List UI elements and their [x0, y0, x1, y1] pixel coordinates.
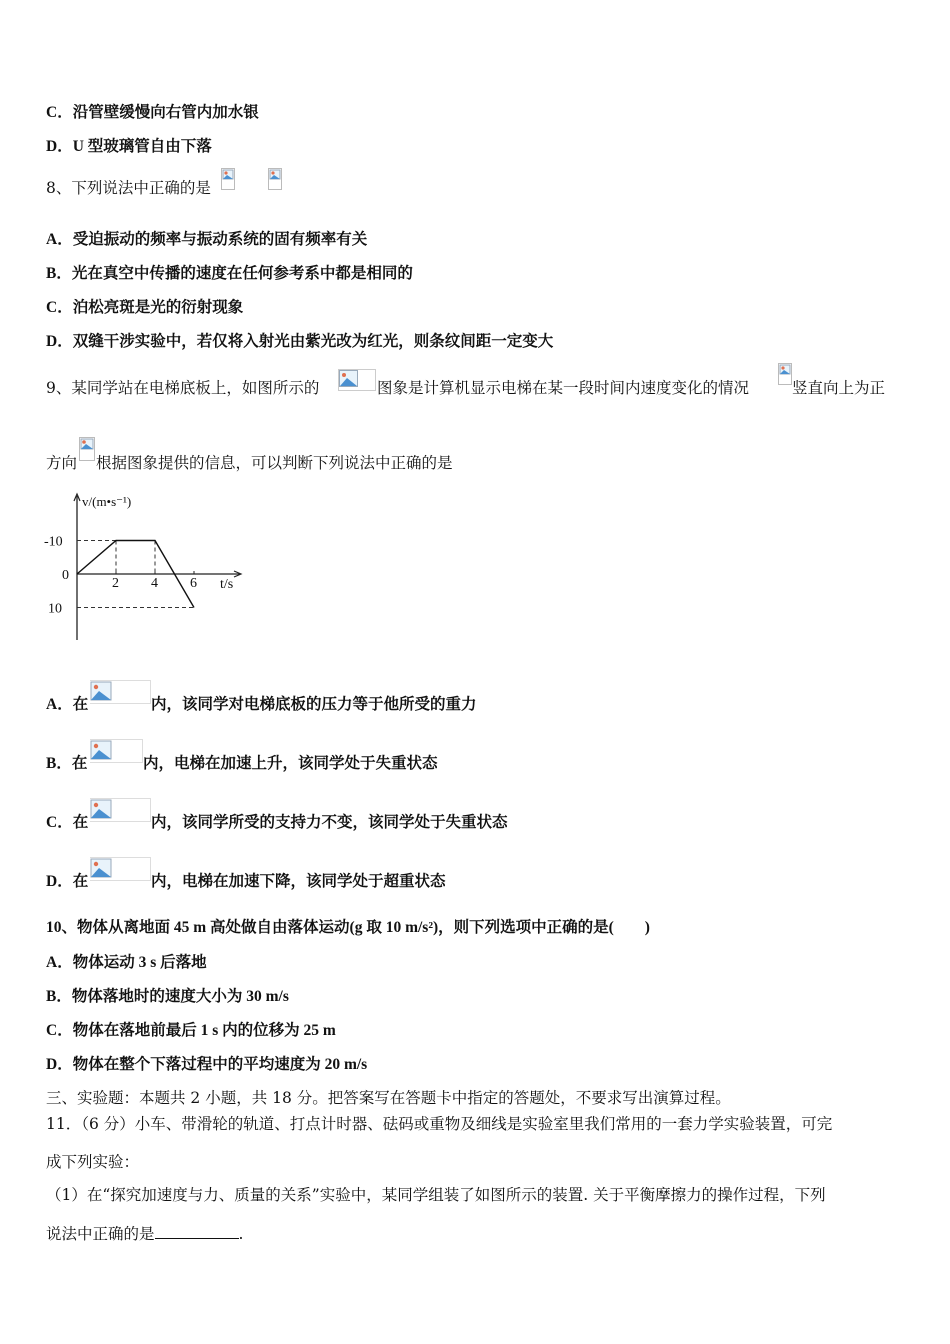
q8-option-b: [46, 263, 413, 284]
q11-line4: [46, 1222, 243, 1244]
option-label: A．: [46, 231, 73, 248]
q9-stem-line1b: [377, 378, 749, 398]
option-prefix: 在: [72, 814, 89, 831]
option-label: C．: [46, 104, 73, 121]
q8-stem: [46, 178, 211, 198]
option-text: 光在真空中传播的速度在任何参考系中都是相同的: [71, 265, 413, 282]
q10-option-d: [46, 1054, 367, 1075]
option-text: 泊松亮斑是光的衍射现象: [72, 299, 244, 316]
q9-stem-line1: [46, 378, 319, 398]
q8-option-d: [46, 331, 553, 352]
q9-option-a-text: [151, 694, 477, 715]
option-label: B．: [46, 755, 72, 772]
q9-option-b: [46, 753, 87, 774]
option-text: 物体运动 3 s 后落地: [72, 954, 207, 971]
q10-option-b: [46, 986, 289, 1007]
broken-image-icon: [268, 168, 282, 194]
y-axis-label: v/(m•s⁻¹): [82, 494, 132, 509]
broken-image-icon: [338, 369, 376, 395]
question-stem: 8、下列说法中正确的是: [46, 179, 211, 197]
option-text: 内，电梯在加速下降，该同学处于超重状态: [151, 873, 446, 890]
option-label: D．: [46, 333, 73, 350]
option-label: A．: [46, 954, 73, 971]
q9-option-c-text: [151, 812, 508, 833]
broken-image-box: [90, 857, 151, 881]
x-tick-label: 4: [151, 576, 158, 591]
option-text: 物体在落地前最后 1 s 内的位移为 25 m: [72, 1022, 336, 1039]
option-text: 物体落地时的速度大小为 30 m/s: [71, 988, 289, 1005]
option-prefix: 在: [72, 696, 89, 713]
question-stem: 图象是计算机显示电梯在某一段时间内速度变化的情况: [377, 379, 750, 397]
option-text: 内，电梯在加速上升，该同学处于失重状态: [143, 755, 438, 772]
broken-image-icon: [778, 363, 792, 389]
broken-image-box: [90, 680, 151, 704]
q8-option-c: [46, 297, 243, 318]
option-label: B．: [46, 265, 72, 282]
q7-option-d: [46, 136, 212, 157]
option-text: 内，该同学所受的支持力不变，该同学处于失重状态: [151, 814, 508, 831]
q9-option-a: [46, 694, 88, 715]
question-stem: 说法中正确的是: [46, 1225, 155, 1243]
question-stem: 11．（6 分）小车、带滑轮的轨道、打点计时器、砝码或重物及细线是实验室里我们常用的一套力学实验装置，可完: [46, 1115, 833, 1133]
option-label: A．: [46, 696, 73, 713]
broken-image-icon: [221, 168, 235, 194]
q9-stem-line1c: [792, 378, 885, 398]
question-stem: 竖直向上为正: [792, 379, 886, 397]
q10-option-a: [46, 952, 207, 973]
velocity-time-chart: [40, 490, 260, 650]
question-stem: （1）在“探究加速度与力、质量的关系”实验中，某同学组装了如图所示的装置. 关于平衡摩擦力的操作过程，下列: [46, 1186, 826, 1204]
option-text: 双缝干涉实验中，若仅将入射光由紫光改为红光，则条纹间距一定变大: [72, 333, 554, 350]
option-label: C．: [46, 1022, 73, 1039]
broken-image-box: [90, 798, 151, 822]
q9-option-d: [46, 871, 88, 892]
q7-option-c: [46, 102, 259, 123]
y-tick-label: -10: [44, 534, 63, 550]
q10-option-c: [46, 1020, 336, 1041]
q9-option-b-text: [143, 753, 438, 774]
q11-line1: [46, 1114, 832, 1134]
q10-stem: [46, 918, 650, 938]
option-label: D．: [46, 1056, 73, 1073]
q9-stem-line2: [46, 453, 77, 473]
option-text: 受迫振动的频率与振动系统的固有频率有关: [72, 231, 368, 248]
option-text: 内，该同学对电梯底板的压力等于他所受的重力: [151, 696, 477, 713]
broken-image-box: [90, 739, 143, 763]
q11-line2: [46, 1152, 139, 1172]
question-stem-end: .: [238, 1225, 244, 1243]
option-prefix: 在: [72, 873, 89, 890]
question-stem: 10、物体从离地面 45 m 高处做自由落体运动(g 取 10 m/s²)，则下列选项中正确的是( ): [46, 919, 650, 936]
x-tick-label: 6: [190, 576, 197, 591]
q9-option-d-text: [151, 871, 446, 892]
question-stem: 成下列实验：: [46, 1153, 140, 1171]
option-label: D．: [46, 138, 73, 155]
question-stem: 根据图象提供的信息，可以判断下列说法中正确的是: [96, 454, 453, 472]
answer-blank[interactable]: [155, 1222, 239, 1239]
q8-option-a: [46, 229, 367, 250]
q9-stem-line2b: [96, 453, 453, 473]
option-label: C．: [46, 299, 73, 316]
x-axis-label: t/s: [220, 577, 234, 592]
option-text: 物体在整个下落过程中的平均速度为 20 m/s: [72, 1056, 368, 1073]
section-heading: [46, 1088, 731, 1108]
option-prefix: 在: [71, 755, 88, 772]
option-label: D．: [46, 873, 73, 890]
option-text: U 型玻璃管自由下落: [72, 138, 212, 155]
y-tick-label: 10: [48, 601, 62, 617]
q9-option-c: [46, 812, 88, 833]
q11-line3: [46, 1185, 826, 1205]
option-label: C．: [46, 814, 73, 831]
question-stem: 方向: [46, 454, 78, 472]
section-title: 三、实验题：本题共 2 小题，共 18 分。把答案写在答题卡中指定的答题处，不要求写出演算过程。: [46, 1089, 731, 1107]
x-tick-label: 2: [112, 576, 119, 591]
option-text: 沿管壁缓慢向右管内加水银: [72, 104, 259, 121]
broken-image-icon: [79, 437, 95, 465]
option-label: B．: [46, 988, 72, 1005]
question-stem: 9、某同学站在电梯底板上，如图所示的: [46, 379, 320, 397]
y-tick-label: 0: [62, 568, 69, 583]
